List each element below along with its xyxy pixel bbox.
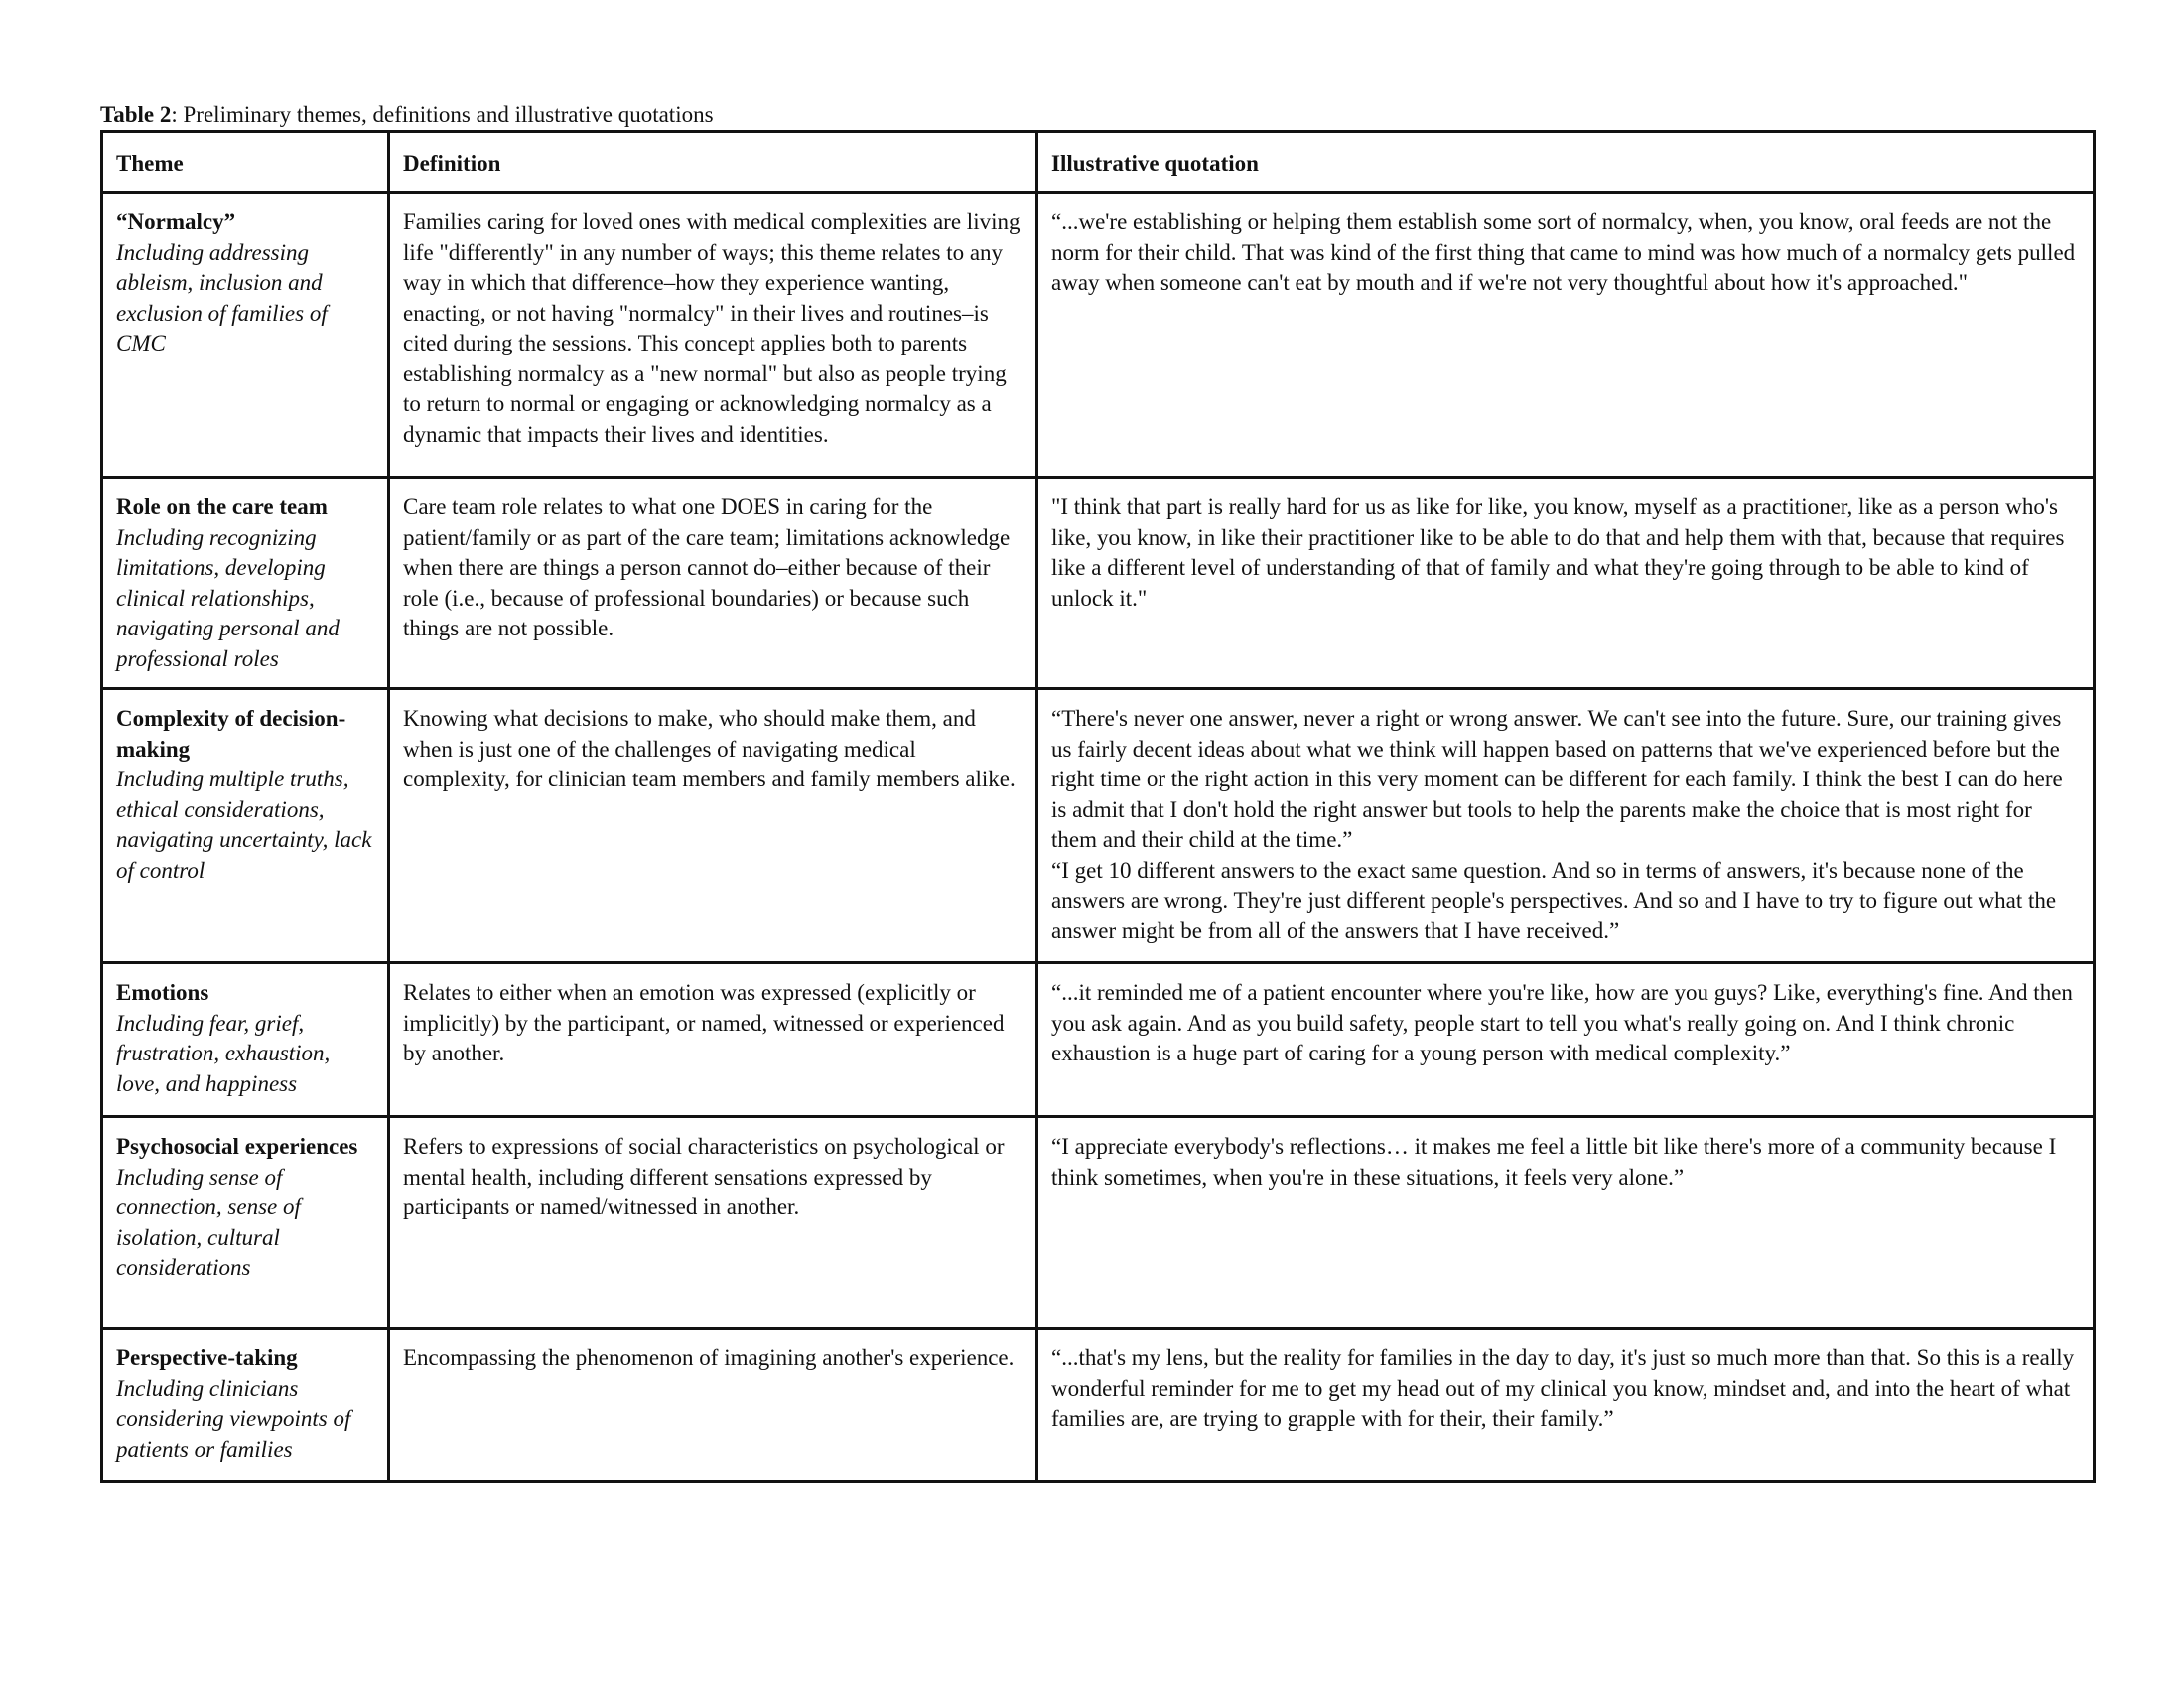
theme-subtitle: Including addressing ableism, inclusion and exclusion of families of CMC <box>116 239 328 355</box>
quotation-cell <box>1037 1117 2095 1329</box>
themes-table <box>100 130 2096 1483</box>
theme-subtitle: Including fear, grief, frustration, exhaustion, love, and happiness <box>116 1010 331 1096</box>
definition-cell: Refers to expressions of social characteristics on psychological or mental health, including different sensations expressed by participants or named/witnessed in another. <box>389 1117 1037 1329</box>
header-illustrative-quotation: Illustrative quotation <box>1037 132 2095 193</box>
quotation-cell <box>1037 689 2095 963</box>
theme-name: “Normalcy” <box>116 210 236 234</box>
header-definition: Definition <box>389 132 1037 193</box>
table-row <box>102 478 2095 689</box>
quotation-text: “I get 10 different answers to the exact same question. And so in terms of answers, it's because none of the answers are wrong. They're just different people's perspectives. And so and I have to try to figure out what the answer might be from all of the answers that I have received.” <box>1051 857 2057 943</box>
definition-cell: Relates to either when an emotion was expressed (explicitly or implicitly) by the participant, or named, witnessed or experienced by another. <box>389 963 1037 1117</box>
theme-cell <box>102 689 389 963</box>
table-row <box>102 193 2095 478</box>
quotation-text: “...that's my lens, but the reality for families in the day to day, it's just so much more than that. So this is a really wonderful reminder for me to get my head out of my clinical you know, mindset and, and into the heart of what families are, are trying to grapple with for their, their family.” <box>1051 1345 2075 1431</box>
quotation-text: “...we're establishing or helping them establish some sort of normalcy, when, you know, oral feeds are not the norm for their child. That was kind of the first thing that came to mind was how much of a normalcy gets pulled away when someone can't eat by mouth and if we're not very thoughtful about how it's approached." <box>1051 210 2076 295</box>
theme-name: Perspective-taking <box>116 1345 298 1370</box>
table-header-row <box>102 132 2095 193</box>
table-row <box>102 689 2095 963</box>
quotation-cell <box>1037 193 2095 478</box>
quotation-cell <box>1037 478 2095 689</box>
quotation-cell <box>1037 1329 2095 1482</box>
table-row <box>102 963 2095 1117</box>
theme-name: Emotions <box>116 980 209 1005</box>
theme-cell <box>102 1329 389 1482</box>
theme-cell <box>102 193 389 478</box>
quotation-text: "I think that part is really hard for us as like for like, you know, myself as a practitioner, like as a person who's like, you know, in like their practitioner like to be able to do that and help them with that, because that requires like a different level of understanding of that of family and what they're going through to be able to kind of unlock it." <box>1051 494 2065 611</box>
definition-cell: Knowing what decisions to make, who should make them, and when is just one of the challenges of navigating medical complexity, for clinician team members and family members alike. <box>389 689 1037 963</box>
table-caption <box>100 101 714 129</box>
header-theme: Theme <box>102 132 389 193</box>
table-row <box>102 1329 2095 1482</box>
quotation-text: “I appreciate everybody's reflections… it makes me feel a little bit like there's more of a community because I think sometimes, when you're in these situations, it feels very alone.” <box>1051 1134 2057 1190</box>
table-caption-text: : Preliminary themes, definitions and illustrative quotations <box>171 102 714 127</box>
table-caption-label: Table 2 <box>100 102 172 127</box>
theme-subtitle: Including multiple truths, ethical considerations, navigating uncertainty, lack of control <box>116 767 372 883</box>
theme-name: Role on the care team <box>116 494 328 519</box>
quotation-text: “...it reminded me of a patient encounter where you're like, how are you guys? Like, everything's fine. And then you ask again. And as you build safety, people start to tell you what's really going on. And I think chronic exhaustion is a huge part of caring for a young person with medical complexity.” <box>1051 980 2073 1065</box>
theme-name: Psychosocial experiences <box>116 1134 358 1159</box>
definition-cell: Care team role relates to what one DOES in caring for the patient/family or as part of the care team; limitations acknowledge when there are things a person cannot do–either because of their role (i.e., because of professional boundaries) or because such things are not possible. <box>389 478 1037 689</box>
definition-cell: Families caring for loved ones with medical complexities are living life "differently" in any number of ways; this theme relates to any way in which that difference–how they experience wanting, enacting, or not having "normalcy" in their lives and routines–is cited during the sessions. This concept applies both to parents establishing normalcy as a "new normal" but also as people trying to return to normal or engaging or acknowledging normalcy as a dynamic that impacts their lives and identities. <box>389 193 1037 478</box>
theme-cell <box>102 1117 389 1329</box>
table-row <box>102 1117 2095 1329</box>
theme-cell <box>102 963 389 1117</box>
theme-subtitle: Including clinicians considering viewpoints of patients or families <box>116 1375 351 1462</box>
theme-subtitle: Including sense of connection, sense of isolation, cultural considerations <box>116 1164 301 1280</box>
definition-cell: Encompassing the phenomenon of imagining another's experience. <box>389 1329 1037 1482</box>
theme-name: Complexity of decision-making <box>116 706 346 762</box>
theme-subtitle: Including recognizing limitations, developing clinical relationships, navigating personal and professional roles <box>116 524 340 671</box>
theme-cell <box>102 478 389 689</box>
quotation-cell <box>1037 963 2095 1117</box>
quotation-text: “There's never one answer, never a right or wrong answer. We can't see into the future. Sure, our training gives us fairly decent ideas about what we think will happen based on patterns that we've experienced before but the right time or the right action in this very moment can be different for each family. I think the best I can do here is admit that I don't hold the right answer but tools to help the parents make the choice that is most right for them and their child at the time.” <box>1051 706 2063 852</box>
